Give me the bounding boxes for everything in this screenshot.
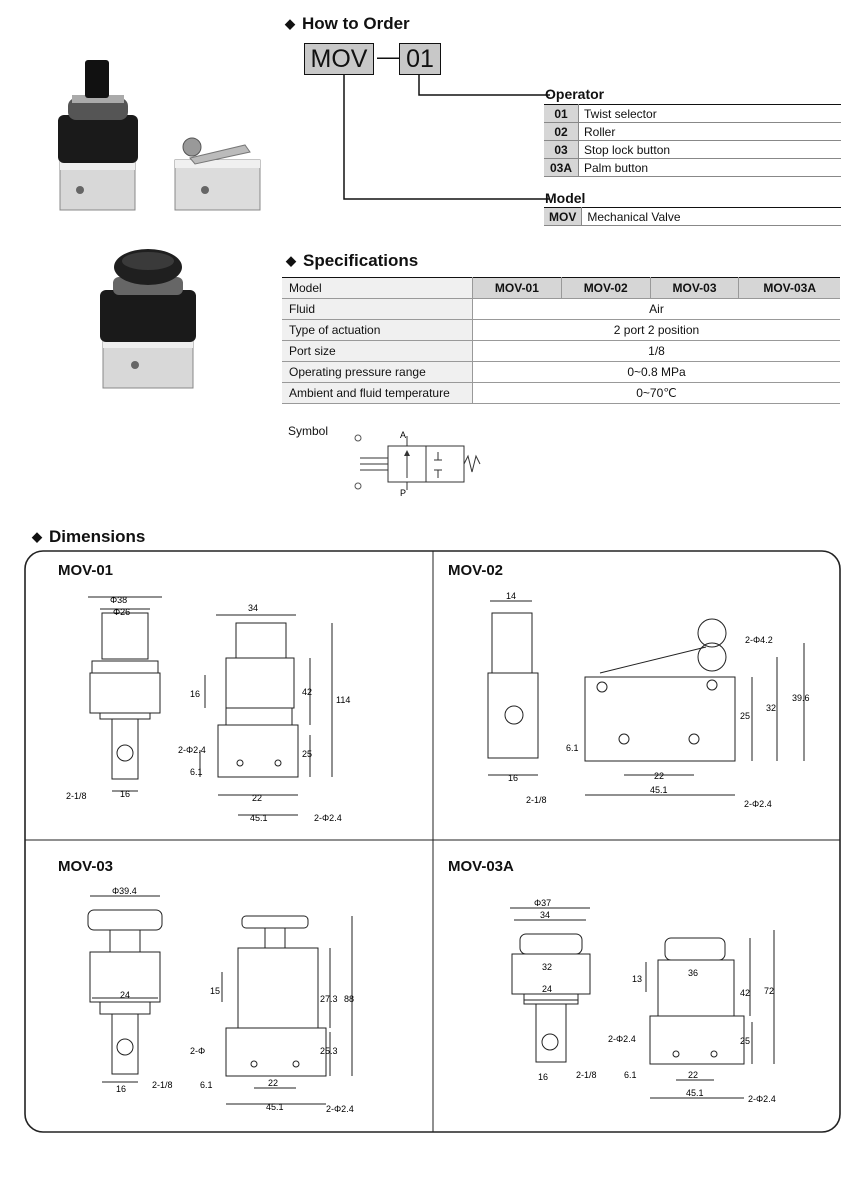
spec-value: 2 port 2 position <box>473 320 841 341</box>
drawing-mov03 <box>40 882 420 1122</box>
dim-label: 22 <box>252 793 263 803</box>
dim-label: 27.3 <box>320 994 338 1004</box>
operator-label: Twist selector <box>579 105 842 123</box>
code-box-suffix: 01 <box>399 43 441 75</box>
model-code: MOV <box>544 208 582 226</box>
operator-row <box>544 141 841 159</box>
dim-label: Φ26 <box>113 607 131 617</box>
dim-label: 39.6 <box>792 693 810 703</box>
dim-label: Φ38 <box>110 595 128 605</box>
dim-label: 2-Φ2.4 <box>608 1034 636 1044</box>
product-photo-stop-lock <box>95 245 215 395</box>
symbol-port-a: A <box>400 430 407 440</box>
diamond-icon: ◆ <box>285 16 295 31</box>
operator-label: Palm button <box>579 159 842 177</box>
product-photo-twist-roller <box>40 40 280 220</box>
valve-symbol-diagram <box>350 428 490 500</box>
operator-row <box>544 105 841 123</box>
specifications-heading <box>286 251 418 271</box>
dim-label: 45.1 <box>250 813 268 823</box>
symbol-label: Symbol <box>288 424 329 438</box>
spec-label: Operating pressure range <box>282 362 473 383</box>
dim-label: 16 <box>508 773 519 783</box>
how-to-order-title: How to Order <box>302 14 410 33</box>
spec-row <box>282 320 840 341</box>
dim-label: 6.1 <box>200 1080 213 1090</box>
specifications-title: Specifications <box>303 251 419 270</box>
dim-label: 34 <box>540 910 551 920</box>
dim-label: 42 <box>740 988 751 998</box>
dim-label: 25 <box>302 749 313 759</box>
dim-label: 2-Φ2.4 <box>744 799 772 809</box>
operator-code: 01 <box>544 105 579 123</box>
dim-label: 32 <box>766 703 777 713</box>
how-to-order-heading <box>285 14 410 34</box>
dim-label: 2-1/8 <box>526 795 547 805</box>
spec-header-model: Model <box>282 278 473 299</box>
spec-label: Fluid <box>282 299 473 320</box>
symbol-port-p: P <box>400 488 407 498</box>
dim-label: 22 <box>654 771 665 781</box>
dim-label: 16 <box>538 1072 549 1082</box>
spec-header-col: MOV-02 <box>561 278 650 299</box>
spec-value: 0~70℃ <box>473 383 841 404</box>
dim-label: 2-Φ2.4 <box>326 1104 354 1114</box>
dimensions-title: Dimensions <box>49 527 146 546</box>
dim-label: 72 <box>764 986 775 996</box>
order-connector-lines <box>300 70 560 210</box>
dim-label: 34 <box>248 603 259 613</box>
dim-label: 25 <box>740 711 751 721</box>
twist-selector-valve-photo <box>58 60 138 210</box>
dim-label: 24 <box>542 984 553 994</box>
diamond-icon: ◆ <box>32 529 42 544</box>
spec-label: Ambient and fluid temperature <box>282 383 473 404</box>
drawing-mov01 <box>40 585 420 835</box>
dim-label: 2-Φ2.4 <box>178 745 206 755</box>
spec-row <box>282 299 840 320</box>
dim-label: 15 <box>210 986 221 996</box>
spec-row <box>282 362 840 383</box>
dim-label: 2-1/8 <box>576 1070 597 1080</box>
operator-code: 03 <box>544 141 579 159</box>
dim-label: 24 <box>120 990 131 1000</box>
spec-value: 1/8 <box>473 341 841 362</box>
dim-label: 25 <box>740 1036 751 1046</box>
panel-title-mov03a: MOV-03A <box>448 858 514 875</box>
spec-header-col: MOV-03A <box>739 278 840 299</box>
dim-label: 6.1 <box>624 1070 637 1080</box>
dim-label: 6.1 <box>566 743 579 753</box>
dim-label: 45.1 <box>650 785 668 795</box>
panel-title-mov03: MOV-03 <box>58 858 114 875</box>
dim-label: 114 <box>336 695 351 705</box>
spec-header-row <box>282 278 840 299</box>
dim-label: 25.3 <box>320 1046 338 1056</box>
dim-label: Φ37 <box>534 898 552 908</box>
dim-label: 2-Φ2.4 <box>314 813 342 823</box>
dim-label: 88 <box>344 994 355 1004</box>
dim-label: 16 <box>116 1084 127 1094</box>
dim-label: 2-Φ4.2 <box>745 635 773 645</box>
dim-label: 45.1 <box>266 1102 284 1112</box>
spec-row <box>282 341 840 362</box>
dim-label: 14 <box>506 591 517 601</box>
model-title: Model <box>545 190 586 206</box>
dim-label: 2-1/8 <box>152 1080 173 1090</box>
dim-label: 2-Φ <box>190 1046 206 1056</box>
drawing-mov02 <box>440 585 840 825</box>
drawing-mov03a <box>440 882 840 1122</box>
dim-label: 16 <box>120 789 131 799</box>
roller-valve-photo <box>175 138 260 210</box>
operator-code: 03A <box>544 159 579 177</box>
spec-label: Type of actuation <box>282 320 473 341</box>
operator-code: 02 <box>544 123 579 141</box>
operator-table <box>544 104 841 177</box>
code-dash: — <box>377 44 399 69</box>
dim-label: 13 <box>632 974 643 984</box>
dim-label: 45.1 <box>686 1088 704 1098</box>
operator-label: Roller <box>579 123 842 141</box>
operator-row <box>544 123 841 141</box>
spec-row <box>282 383 840 404</box>
dim-label: 6.1 <box>190 767 203 777</box>
dim-label: 36 <box>688 968 699 978</box>
spec-label: Port size <box>282 341 473 362</box>
dim-label: 2-Φ2.4 <box>748 1094 776 1104</box>
dim-label: 2-1/8 <box>66 791 87 801</box>
dim-label: 22 <box>268 1078 279 1088</box>
dim-label: 32 <box>542 962 553 972</box>
model-label: Mechanical Valve <box>582 208 841 226</box>
dimensions-heading <box>32 527 145 547</box>
spec-value: Air <box>473 299 841 320</box>
spec-value: 0~0.8 MPa <box>473 362 841 383</box>
code-box-prefix: MOV <box>304 43 374 75</box>
dim-label: 16 <box>190 689 201 699</box>
panel-title-mov02: MOV-02 <box>448 562 504 579</box>
spec-header-col: MOV-01 <box>473 278 562 299</box>
dim-label: 22 <box>688 1070 699 1080</box>
spec-header-col: MOV-03 <box>650 278 739 299</box>
dim-label: 42 <box>302 687 313 697</box>
specifications-table <box>282 277 840 404</box>
operator-title: Operator <box>545 86 605 102</box>
model-table <box>544 207 841 226</box>
panel-title-mov01: MOV-01 <box>58 562 114 579</box>
operator-label: Stop lock button <box>579 141 842 159</box>
operator-row <box>544 159 841 177</box>
dim-label: Φ39.4 <box>112 886 137 896</box>
model-row <box>544 208 841 226</box>
diamond-icon: ◆ <box>286 253 296 268</box>
